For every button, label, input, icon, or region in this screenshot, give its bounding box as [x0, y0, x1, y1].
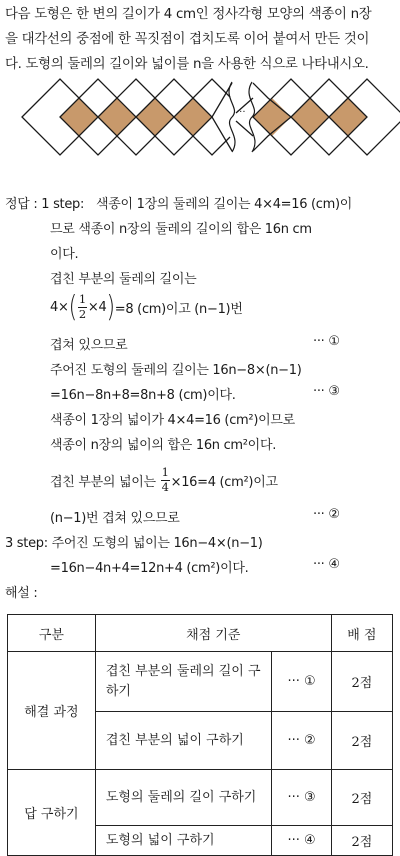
mark-cell: ··· ④ [272, 826, 331, 856]
solution-line-7: 주어진 도형의 둘레의 길이는 16n−8×(n−1) [50, 363, 302, 378]
overlapping-squares-figure [0, 78, 400, 156]
table-header-row [8, 615, 393, 652]
header-criteria: 채점 기준 [95, 615, 331, 652]
overlap-regions [60, 98, 367, 136]
criterion-cell: 도형의 넓이 구하기 [95, 826, 272, 856]
score-cell: 2점 [331, 770, 392, 826]
fraction-one-half: $\frac{1}{2}$ [78, 292, 86, 321]
solution-line-2: 므로 색종이 n장의 둘레의 길이의 합은 16n cm [50, 222, 312, 237]
fraction-one-quarter: $\frac{1}{4}$ [161, 465, 169, 494]
marker-4: ··· ④ [313, 557, 340, 572]
marker-3: ··· ③ [313, 384, 340, 399]
table-row [8, 770, 393, 826]
criterion-cell: 겹친 부분의 넓이 구하기 [95, 712, 272, 770]
score-cell: 2점 [331, 652, 392, 712]
score-cell: 2점 [331, 712, 392, 770]
mark-cell: ··· ① [272, 652, 331, 712]
question-line-3: 다. 도형의 둘레의 길이와 넓이를 n을 사용한 식으로 나타내시오. [5, 57, 369, 72]
solution-line-4: 겹친 부분의 둘레의 길이는 [50, 272, 197, 287]
solution-line-3: 이다. [50, 247, 79, 262]
answer-step1-label: 정답 : 1 step: [5, 197, 85, 212]
criterion-cell: 겹친 부분의 둘레의 길이 구하기 [95, 652, 272, 712]
solution-line-11: 겹친 부분의 넓이는 $\frac{1}{4}$ ×16=4 (cm²)이고 [50, 465, 278, 494]
mark-cell: ··· ③ [272, 770, 331, 826]
header-category: 구분 [8, 615, 96, 652]
solution-line-5: 4× ( $\frac{1}{2}$ ×4 ) =8 (cm)이고 (n−1)번 [50, 290, 243, 324]
group-find-answer: 답 구하기 [8, 770, 96, 856]
solution-line-9: 색종이 1장의 넓이가 4×4=16 (cm²)이므로 [50, 413, 295, 428]
marker-1: ··· ① [313, 334, 340, 349]
header-score: 배 점 [331, 615, 392, 652]
solution-line-10: 색종이 n장의 넓이의 합은 16n cm²이다. [50, 438, 277, 453]
solution-line-14: =16n−4n+4=12n+4 (cm²)이다. [50, 561, 249, 576]
marker-2: ··· ② [313, 507, 340, 522]
mark-cell: ··· ② [272, 712, 331, 770]
scoring-table [7, 614, 393, 856]
solution-line-6: 겹쳐 있으므로 [50, 338, 128, 353]
score-cell: 2점 [331, 826, 392, 856]
commentary-label: 해설 : [5, 586, 38, 601]
question-line-1: 다음 도형은 한 변의 길이가 4 cm인 정사각형 모양의 색종이 n장 [5, 7, 372, 22]
solution-line-1: 색종이 1장의 둘레의 길이는 4×4=16 (cm)이 [96, 197, 353, 212]
group-solution-process: 해결 과정 [8, 652, 96, 770]
table-row [8, 652, 393, 712]
figure-ellipsis: ··· [236, 107, 246, 118]
solution-line-8: =16n−8n+8=8n+8 (cm)이다. [50, 388, 236, 403]
step3-line: 3 step: 주어진 도형의 넓이는 16n−4×(n−1) [5, 536, 263, 551]
criterion-cell: 도형의 둘레의 길이 구하기 [95, 770, 272, 826]
solution-line-12: (n−1)번 겹쳐 있으므로 [50, 511, 180, 526]
question-line-2: 을 대각선의 중점에 한 꼭짓점이 겹치도록 이어 붙여서 만든 것이 [5, 32, 370, 47]
